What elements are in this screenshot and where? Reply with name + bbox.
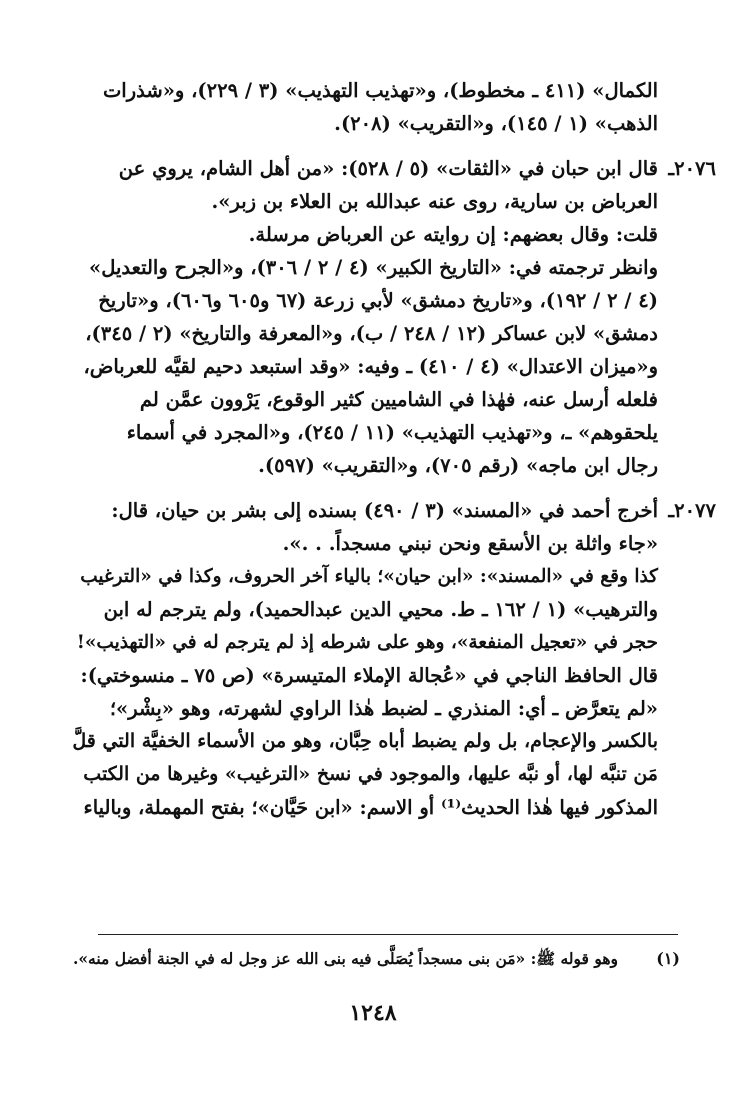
text-line: والترهيب» (١ / ١٦٢ ـ ط. محيي الدين عبدالحميد)، ولم يترجم له ابن	[103, 598, 658, 621]
entry-2076	[70, 152, 716, 482]
text-line: أخرج أحمد في «المسند» (٣ / ٤٩٠) بسنده إلى بشر بن حيان، قال:	[111, 499, 658, 522]
text-line: بالكسر والإعجام، بل ولم يضبط أباه حِبَّان، وهو من الأسماء الخفيَّة التي قلَّ	[72, 730, 658, 752]
text-line: مَن تنبَّه لها، أو نبَّه عليها، والموجود في نسخ «الترغيب» وغيرها من الكتب	[83, 763, 658, 785]
text-line: دمشق» لابن عساكر (١٢ / ٢٤٨ / ب)، و«المعرفة والتاريخ» (٢ / ٣٤٥)،	[85, 322, 658, 345]
text-line: المذكور فيها هٰذا الحديث⁽¹⁾ أو الاسم: «ابن حَيَّان»؛ بفتح المهملة، وبالياء	[83, 796, 658, 819]
main-text	[70, 74, 716, 824]
text-line: قال الحافظ الناجي في «عُجالة الإملاء المتيسرة» (ص ٧٥ ـ منسوختي):	[80, 664, 658, 687]
text-line: فلعله أرسل عنه، فهٰذا في الشاميين كثير الوقوع، يَرْوون عمَّن لم	[139, 388, 658, 411]
text-line: «لم يتعرَّض ـ أي: المنذري ـ لضبط هٰذا الراوي لشهرته، وهو «بِشْر»؛	[109, 697, 658, 720]
text-line: العرباض بن سارية، روى عنه عبدالله بن العلاء بن زبر».	[211, 190, 658, 213]
text-line: «جاء واثلة بن الأسقع ونحن نبني مسجداً. . .».	[282, 532, 658, 555]
page-number: ١٢٤٨	[349, 1000, 397, 1026]
text-line: الكمال» (٤١١ ـ مخطوط)، و«تهذيب التهذيب» (٣ / ٢٢٩)، و«شذرات	[102, 79, 658, 102]
footnote-number: (١)	[656, 949, 680, 968]
entry-2077	[70, 494, 716, 824]
text-line: رجال ابن ماجه» (رقم ٧٠٥)، و«التقريب» (٥٩٧).	[258, 454, 658, 477]
text-line: (٤ / ٢ / ١٩٢)، و«تاريخ دمشق» لأبي زرعة (٦٧ و٦٠٥ و٦٠٦)، و«تاريخ	[98, 289, 658, 312]
footnote-text: وهو قوله ﷺ: «مَن بنى مسجداً يُصَلَّى فيه بنى الله عز وجل له في الجنة أفضل منه».	[72, 949, 618, 968]
footnote-divider	[98, 934, 678, 935]
text-line: قال ابن حبان في «الثقات» (٥ / ٥٢٨): «من أهل الشام، يروي عن	[118, 157, 658, 180]
text-line: وانظر ترجمته في: «التاريخ الكبير» (٤ / ٢ / ٣٠٦)، و«الجرح والتعديل»	[89, 256, 658, 279]
text-line: حجر في «تعجيل المنفعة»، وهو على شرطه إذ لم يترجم له في «التهذيب»!	[76, 632, 658, 653]
entry-number: ٢٠٧٦ـ	[668, 157, 716, 180]
entry-number: ٢٠٧٧ـ	[668, 499, 716, 522]
text-line: قلت: وقال بعضهم: إن روايته عن العرباض مرسلة.	[248, 223, 658, 246]
text-line: كذا وقع في «المسند»: «ابن حيان»؛ بالياء آخر الحروف، وكذا في «الترغيب	[80, 566, 658, 587]
text-line: الذهب» (١ / ١٤٥)، و«التقريب» (٢٠٨).	[334, 112, 658, 135]
text-line: يلحقوهم» ـ، و«تهذيب التهذيب» (١١ / ٢٤٥)، و«المجرد في أسماء	[126, 421, 658, 444]
text-line: و«ميزان الاعتدال» (٤ / ٤١٠) ـ وفيه: «وقد استبعد دحيم لقيَّه للعرباض،	[83, 355, 658, 378]
